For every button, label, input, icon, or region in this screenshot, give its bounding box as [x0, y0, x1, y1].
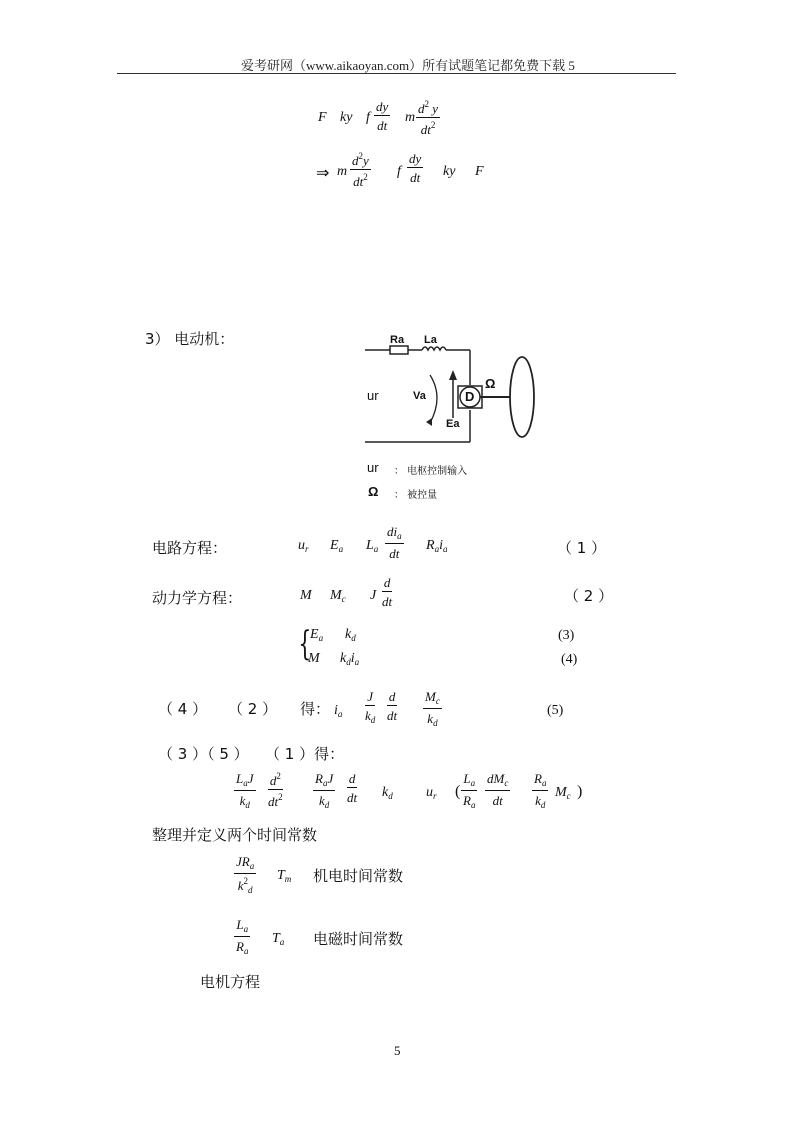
frac-dy-dt: $\frac{dy}{dt}$ — [376, 99, 389, 133]
ce2-frac-Ra-kd: $\frac{R_a}{k_d}$ — [534, 771, 547, 810]
circuit-eq-number: （ 1 ） — [557, 539, 607, 557]
dynamics-eq-number: （ 2 ） — [564, 587, 614, 605]
eq-m: m — [405, 110, 416, 125]
ta-frac-La-Ra: $\frac{L_a}{R_a}$ — [236, 917, 249, 956]
brace: { — [298, 624, 312, 664]
ce2-frac-RaJ-kd: $R_aJ$ $k_d$ — [315, 771, 334, 810]
page-number: 5 — [394, 1043, 401, 1058]
ce2-frac-d2-dt2: $\frac{d^2}{dt^2}$ — [268, 771, 283, 809]
frac2-dy-dt: $\frac{dy}{dt}$ — [409, 151, 422, 185]
ce-Raia: $R_ai_a$ — [426, 538, 448, 554]
de-Mc: $M_c$ — [330, 588, 346, 604]
ta-text: 电磁时间常数 — [313, 930, 404, 948]
eq3-number: (3) — [558, 628, 575, 643]
ce2-frac-La-Ra: $\frac{L_a}{R_a}$ — [463, 771, 476, 810]
label-La: La — [424, 334, 437, 346]
de-J: J — [370, 588, 377, 603]
ce2-frac-d-dt: $\frac{d}{dt}$ — [347, 771, 358, 805]
label-Ea: Ea — [446, 418, 460, 430]
ce-ur: $u_r$ — [298, 538, 309, 554]
ce-La: $L_a$ — [366, 538, 379, 554]
label-omega: Ω — [485, 376, 496, 391]
motor-eq-text: 电机方程 — [200, 973, 261, 991]
legend-omega: Ω — [368, 484, 379, 499]
frac2-d2y-dt2: $\frac{d^2y}{dt^2}$ — [352, 151, 369, 189]
ce2-kd: $k_d$ — [382, 785, 393, 801]
eq5-frac-J-kd: $\frac{J}{k_d}$ — [365, 689, 376, 725]
legend-omega-text: ： 被控量 — [394, 490, 438, 501]
section-motor-label: 3） 电动机： — [145, 330, 235, 348]
eq2-F: F — [475, 164, 484, 179]
ce2-Mc: $M_c$ — [555, 785, 571, 801]
step-35: （ 3 ）（ 5 ） — [158, 745, 249, 763]
eq5-frac-Mc-kd: $\frac{M_c}{k_d}$ — [425, 689, 440, 728]
ce2-lparen: ( — [455, 783, 461, 800]
ce2-rparen: ) — [577, 783, 583, 800]
step-4: （ 4 ） — [158, 700, 208, 718]
eq5-number: (5) — [547, 703, 564, 718]
ta-symbol: $T_a$ — [272, 931, 285, 947]
ce2-frac-dMc-dt: $dM_c$ dt — [487, 771, 509, 808]
label-Ra: Ra — [390, 334, 405, 346]
eq3-kd: $k_d$ — [345, 627, 356, 643]
implies-arrow: ⇒ — [316, 165, 330, 182]
eq-F: F — [318, 110, 327, 125]
eq4-kdia: $k_di_a$ — [340, 651, 360, 667]
legend-ur-text: ： 电枢控制输入 — [394, 466, 468, 477]
step-2: （ 2 ） — [228, 700, 278, 718]
eq2-m: m — [337, 164, 348, 179]
eq3-Ea: $E_a$ — [310, 627, 324, 643]
ce-Ea: $E_a$ — [330, 538, 344, 554]
de-frac-d-dt: $\frac{d}{dt}$ — [382, 575, 393, 609]
eq5-ia: $i_a$ — [334, 703, 343, 719]
circuit-eq-label: 电路方程： — [152, 539, 228, 557]
page-header: 爱考研网（www.aikaoyan.com）所有试题笔记都免费下载 5 — [241, 58, 575, 73]
tm-symbol: $T_m$ — [277, 868, 292, 884]
legend-ur: ur — [367, 460, 379, 475]
tm-frac-JRa-kd2: $JR_a$ $k^2_d$ — [236, 854, 255, 895]
frac-d2y-dt2: $\frac{d^2 y}{dt^2}$ — [418, 99, 439, 137]
eq4-M: M — [308, 651, 320, 666]
eq5-frac-d-dt: $\frac{d}{dt}$ — [387, 689, 398, 723]
label-Va: Va — [413, 390, 426, 402]
de-M: M — [300, 588, 312, 603]
dynamics-eq-label: 动力学方程： — [152, 589, 243, 607]
header-rule — [117, 73, 676, 74]
label-ur: ur — [367, 388, 379, 403]
eq2-f: f — [397, 164, 401, 179]
ce2-ur: $u_r$ — [426, 785, 437, 801]
step-get: 得： — [300, 700, 331, 718]
arrange-text: 整理并定义两个时间常数 — [152, 826, 318, 844]
ce-frac-dia-dt: $di_a$ dt — [387, 524, 402, 561]
eq2-ky: ky — [443, 164, 456, 179]
eq4-number: (4) — [561, 652, 578, 667]
step-1-get: （ 1 ）得： — [265, 745, 345, 763]
tm-text: 机电时间常数 — [313, 867, 404, 885]
label-D: D — [465, 389, 475, 404]
eq-ky: ky — [340, 110, 353, 125]
ce2-frac-LaJ-kd: $L_aJ$ $k_d$ — [236, 771, 254, 810]
eq-f: f — [366, 110, 370, 125]
